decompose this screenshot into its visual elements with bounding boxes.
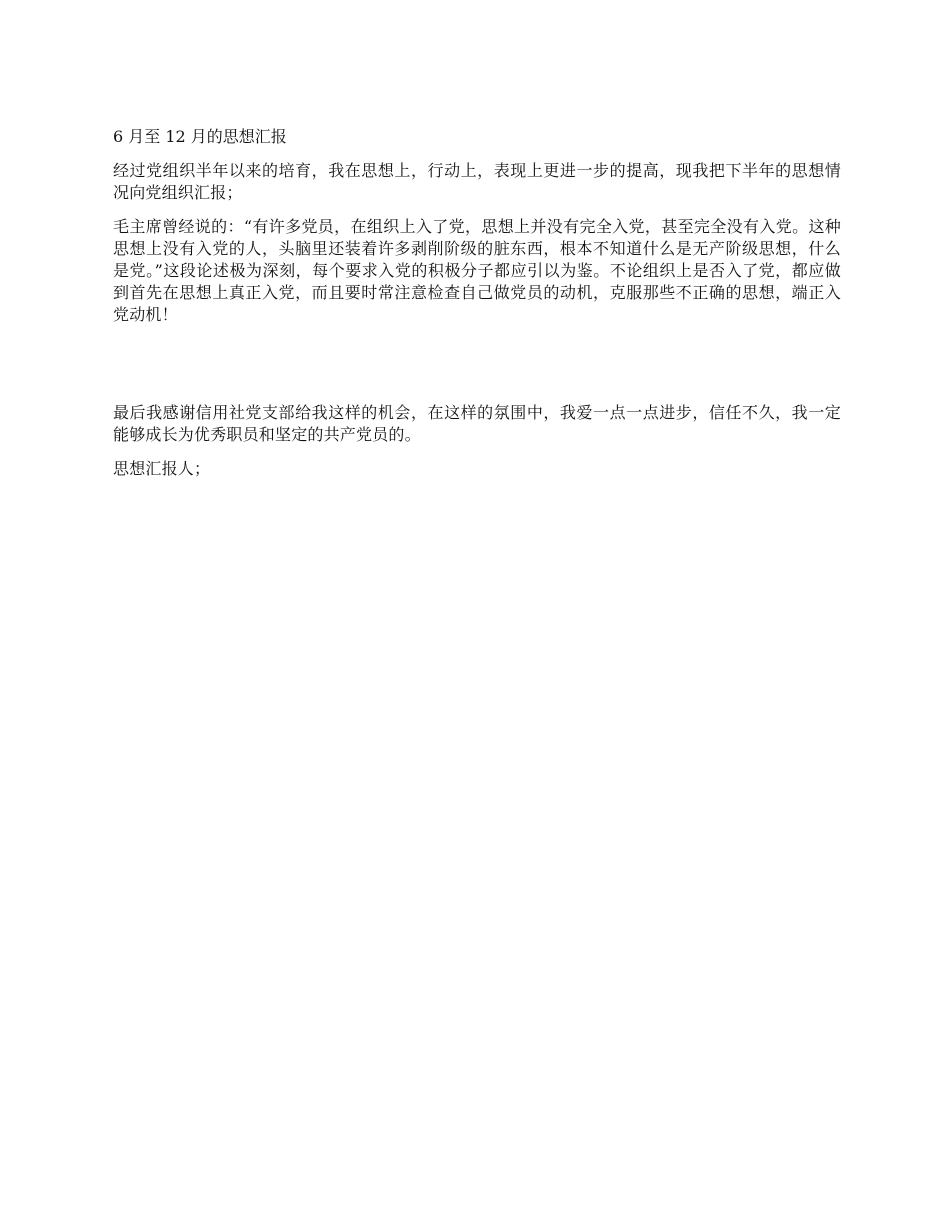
blank-space (113, 338, 841, 402)
document-title: 6 月至 12 月的思想汇报 (113, 127, 287, 146)
paragraph-closing: 最后我感谢信用社党支部给我这样的机会，在这样的氛围中，我爱一点一点进步，信任不久，我一定能够成长为优秀职员和坚定的共产党员的。 (113, 403, 841, 444)
signature-line: 思想汇报人； (113, 459, 211, 478)
paragraph-quote: 毛主席曾经说的：“有许多党员，在组织上入了党，思想上并没有完全入党，甚至完全没有入党。这种思想上没有入党的人，头脑里还装着许多剥削阶级的脏东西，根本不知道什么是无产阶级思想，什么是党。”这段论述极为深刻，每个要求入党的积极分子都应引以为鉴。不论组织上是否入了党，都应做到首先在思想上真正入党，而且要时常注意检查自己做党员的动机，克服那些不正确的思想，端正入党动机！ (113, 217, 841, 324)
paragraph-intro: 经过党组织半年以来的培育，我在思想上，行动上，表现上更进一步的提高，现我把下半年的思想情况向党组织汇报； (113, 161, 841, 202)
document-page (113, 126, 841, 492)
